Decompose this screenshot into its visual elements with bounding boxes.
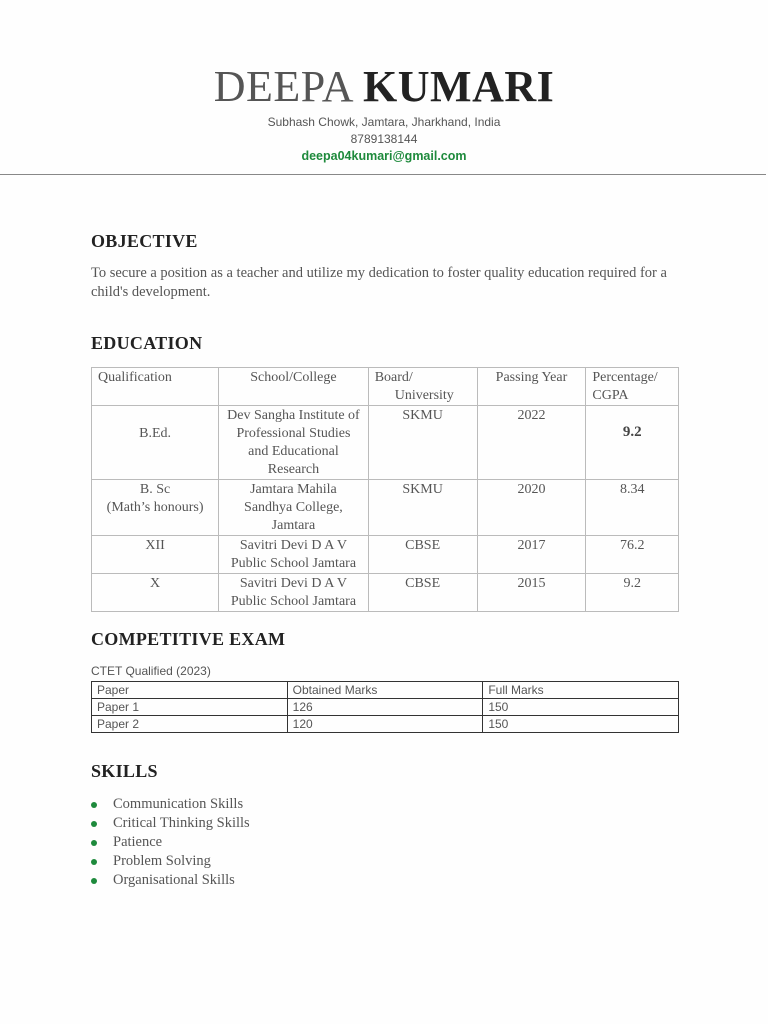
skills-list [91,795,250,890]
qualification-line2: (Math’s honours) [106,500,204,515]
list-item: Patience [91,833,250,852]
first-name: DEEPA [213,62,352,111]
qualification-cell [92,480,219,536]
percentage-cell: 9.2 [586,406,679,480]
phone-number: 8789138144 [350,132,418,146]
school-cell: Savitri Devi D A V Public School Jamtara [219,536,369,574]
exam-header-row [92,682,679,699]
school-cell: Jamtara Mahila Sandhya College, Jamtara [219,480,369,536]
percentage-cell: 8.34 [586,480,679,536]
header-percentage [586,368,679,406]
address: Subhash Chowk, Jamtara, Jharkhand, India [267,115,501,129]
header-board [368,368,477,406]
paper-cell: Paper 1 [92,699,288,716]
bullet-icon [91,821,97,827]
year-cell: 2015 [477,574,586,612]
header-divider [0,174,766,175]
board-cell: CBSE [368,536,477,574]
email-link[interactable]: deepa04kumari@gmail.com [301,149,467,163]
header-school: School/College [219,368,369,406]
competitive-exam-heading: COMPETITIVE EXAM [91,629,286,649]
obtained-cell: 120 [287,716,483,733]
year-cell: 2017 [477,536,586,574]
bullet-icon [91,802,97,808]
qualification-cell: X [92,574,219,612]
full-marks-cell: 150 [483,716,679,733]
header-percentage-line1: Percentage/ [592,370,658,385]
obtained-cell: 126 [287,699,483,716]
list-item: Communication Skills [91,795,250,814]
education-heading: EDUCATION [91,333,203,353]
qualification-cell: XII [92,536,219,574]
qualification-line1: B. Sc [139,482,171,497]
table-row [92,536,679,574]
year-cell: 2022 [477,406,586,480]
objective-heading: OBJECTIVE [91,231,198,251]
header-qualification: Qualification [92,368,219,406]
table-row [92,699,679,716]
exam-caption: CTET Qualified (2023) [91,664,211,678]
percentage-cell: 76.2 [586,536,679,574]
education-header-row [92,368,679,406]
board-cell: SKMU [368,406,477,480]
exam-table [91,681,679,733]
full-marks-cell: 150 [483,699,679,716]
list-item: Organisational Skills [91,871,250,890]
list-item: Problem Solving [91,852,250,871]
percentage-cell: 9.2 [586,574,679,612]
last-name: KUMARI [363,62,555,111]
table-row [92,406,679,480]
bullet-icon [91,878,97,884]
header-paper: Paper [92,682,288,699]
board-cell: SKMU [368,480,477,536]
bullet-icon [91,859,97,865]
skills-heading: SKILLS [91,761,158,781]
table-row [92,716,679,733]
table-row [92,574,679,612]
candidate-name [0,60,768,114]
school-cell: Dev Sangha Institute of Professional Studies and Educational Research [219,406,369,480]
year-cell: 2020 [477,480,586,536]
resume-header [0,60,768,165]
list-item: Critical Thinking Skills [91,814,250,833]
paper-cell: Paper 2 [92,716,288,733]
board-cell: CBSE [368,574,477,612]
table-row [92,480,679,536]
header-board-line2: University [394,388,454,403]
qualification-cell: B.Ed. [92,406,219,480]
bullet-icon [91,840,97,846]
header-board-line1: Board/ [374,370,413,385]
header-percentage-line2: CGPA [592,388,629,403]
objective-text: To secure a position as a teacher and utilize my dedication to foster quality education required for a child's development. [91,265,667,300]
education-table [91,367,679,612]
header-obtained-marks: Obtained Marks [287,682,483,699]
header-passing-year: Passing Year [477,368,586,406]
header-full-marks: Full Marks [483,682,679,699]
school-cell: Savitri Devi D A V Public School Jamtara [219,574,369,612]
